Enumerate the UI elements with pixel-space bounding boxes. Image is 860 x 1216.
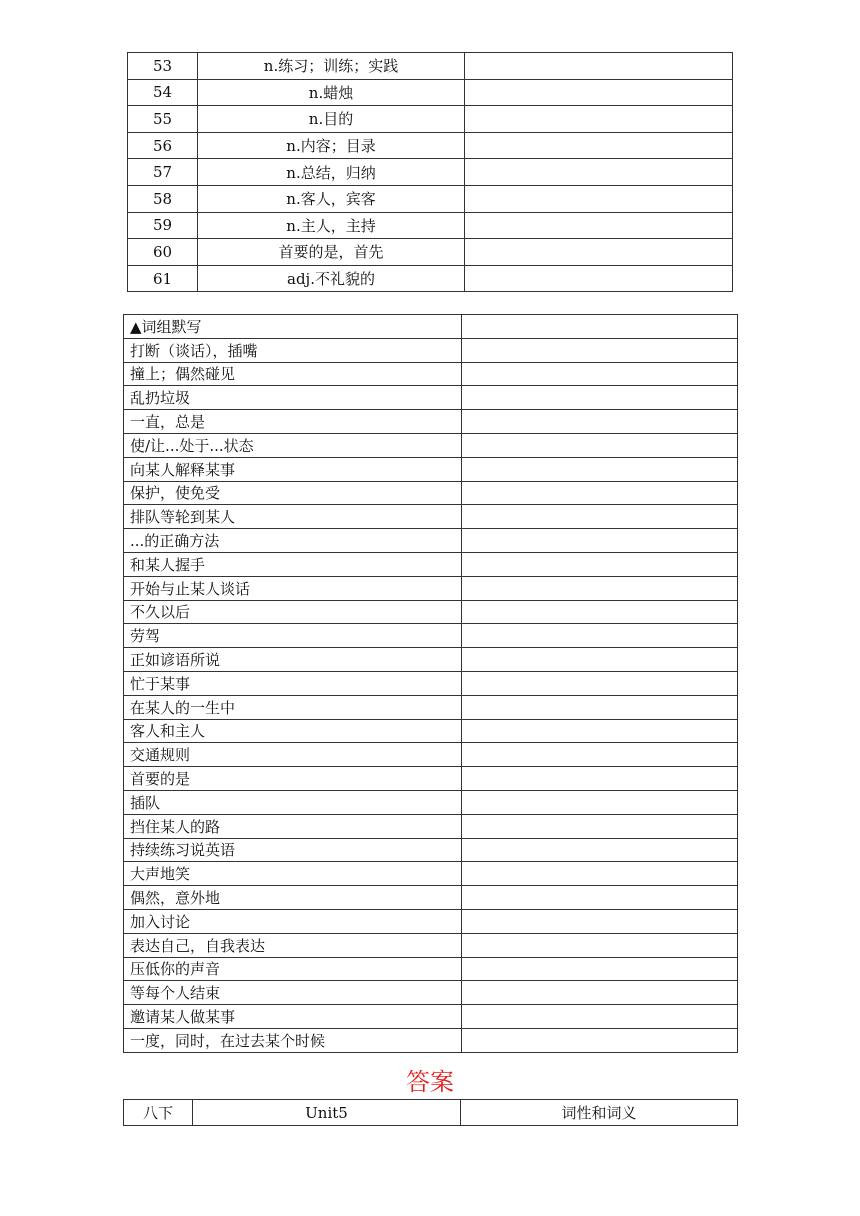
vocab-number-cell: 61	[128, 265, 198, 292]
phrase-answer-cell[interactable]	[462, 981, 738, 1005]
phrase-answer-cell[interactable]	[462, 790, 738, 814]
vocab-answer-cell[interactable]	[465, 132, 733, 159]
vocab-number-cell: 54	[128, 79, 198, 106]
phrase-row	[124, 814, 738, 838]
vocab-meaning-cell: n.内容；目录	[198, 132, 465, 159]
phrase-answer-cell[interactable]	[462, 933, 738, 957]
phrase-prompt-cell: 加入讨论	[124, 909, 462, 933]
vocab-answer-cell[interactable]	[465, 239, 733, 266]
vocab-meaning-cell: 首要的是，首先	[198, 239, 465, 266]
vocab-number-cell: 55	[128, 106, 198, 133]
phrase-answer-cell[interactable]	[462, 481, 738, 505]
vocab-row	[128, 106, 733, 133]
phrase-prompt-cell: 表达自己，自我表达	[124, 933, 462, 957]
phrase-answer-cell[interactable]	[462, 433, 738, 457]
phrase-prompt-cell: ...的正确方法	[124, 529, 462, 553]
answer-header-table	[123, 1099, 738, 1126]
phrase-row	[124, 505, 738, 529]
phrase-row	[124, 933, 738, 957]
phrase-row	[124, 600, 738, 624]
vocab-row	[128, 185, 733, 212]
phrase-prompt-cell: 大声地笑	[124, 862, 462, 886]
phrase-section-header: ▲词组默写	[124, 315, 462, 339]
phrase-prompt-cell: 客人和主人	[124, 719, 462, 743]
vocab-number-cell: 57	[128, 159, 198, 186]
vocab-answer-cell[interactable]	[465, 185, 733, 212]
phrase-prompt-cell: 劳驾	[124, 624, 462, 648]
phrase-answer-cell[interactable]	[462, 338, 738, 362]
phrase-prompt-cell: 交通规则	[124, 743, 462, 767]
phrase-answer-cell[interactable]	[462, 315, 738, 339]
phrase-answer-cell[interactable]	[462, 410, 738, 434]
phrase-prompt-cell: 一度，同时，在过去某个时候	[124, 1028, 462, 1052]
vocab-meaning-cell: adj.不礼貌的	[198, 265, 465, 292]
vocab-answer-cell[interactable]	[465, 265, 733, 292]
vocab-answer-cell[interactable]	[465, 79, 733, 106]
phrase-prompt-cell: 首要的是	[124, 767, 462, 791]
phrase-prompt-cell: 排队等轮到某人	[124, 505, 462, 529]
grade-cell: 八下	[124, 1100, 193, 1126]
vocab-row	[128, 159, 733, 186]
phrase-answer-cell[interactable]	[462, 505, 738, 529]
phrase-row	[124, 862, 738, 886]
phrase-prompt-cell: 乱扔垃圾	[124, 386, 462, 410]
phrase-row	[124, 529, 738, 553]
vocab-meaning-cell: n.客人，宾客	[198, 185, 465, 212]
phrase-row	[124, 1005, 738, 1029]
phrase-row	[124, 981, 738, 1005]
vocab-meaning-cell: n.练习；训练；实践	[198, 53, 465, 80]
vocab-row	[128, 265, 733, 292]
vocab-meaning-cell: n.总结，归纳	[198, 159, 465, 186]
vocab-answer-cell[interactable]	[465, 212, 733, 239]
phrase-answer-cell[interactable]	[462, 529, 738, 553]
phrase-row	[124, 719, 738, 743]
phrase-header-row	[124, 315, 738, 339]
phrase-row	[124, 838, 738, 862]
vocab-answer-cell[interactable]	[465, 53, 733, 80]
vocab-number-cell: 60	[128, 239, 198, 266]
phrase-row	[124, 909, 738, 933]
vocab-meaning-cell: n.目的	[198, 106, 465, 133]
phrase-prompt-cell: 等每个人结束	[124, 981, 462, 1005]
phrase-row	[124, 362, 738, 386]
phrase-prompt-cell: 邀请某人做某事	[124, 1005, 462, 1029]
vocab-answer-cell[interactable]	[465, 106, 733, 133]
phrase-row	[124, 671, 738, 695]
phrase-row	[124, 338, 738, 362]
answer-heading: 答案	[406, 1068, 454, 1096]
phrase-answer-cell[interactable]	[462, 909, 738, 933]
phrase-row	[124, 648, 738, 672]
phrase-answer-cell[interactable]	[462, 1028, 738, 1052]
topic-cell: 词性和词义	[461, 1100, 738, 1126]
phrase-row	[124, 624, 738, 648]
phrase-answer-cell[interactable]	[462, 648, 738, 672]
unit-cell: Unit5	[193, 1100, 461, 1126]
phrase-answer-cell[interactable]	[462, 671, 738, 695]
phrase-answer-cell[interactable]	[462, 862, 738, 886]
phrase-answer-cell[interactable]	[462, 957, 738, 981]
phrase-prompt-cell: 保护，使免受	[124, 481, 462, 505]
phrase-prompt-cell: 开始与止某人谈话	[124, 576, 462, 600]
phrase-row	[124, 790, 738, 814]
phrase-answer-cell[interactable]	[462, 386, 738, 410]
phrase-prompt-cell: 忙于某事	[124, 671, 462, 695]
vocab-row	[128, 79, 733, 106]
phrase-table-body	[124, 315, 738, 1053]
vocab-row	[128, 212, 733, 239]
vocab-number-cell: 56	[128, 132, 198, 159]
vocab-row	[128, 239, 733, 266]
phrase-prompt-cell: 插队	[124, 790, 462, 814]
phrase-answer-cell[interactable]	[462, 695, 738, 719]
phrase-row	[124, 576, 738, 600]
phrase-answer-cell[interactable]	[462, 576, 738, 600]
vocab-meaning-cell: n.主人，主持	[198, 212, 465, 239]
phrase-prompt-cell: 一直，总是	[124, 410, 462, 434]
vocab-number-cell: 53	[128, 53, 198, 80]
phrase-row	[124, 410, 738, 434]
phrase-prompt-cell: 正如谚语所说	[124, 648, 462, 672]
phrase-row	[124, 386, 738, 410]
phrase-prompt-cell: 向某人解释某事	[124, 457, 462, 481]
phrase-answer-cell[interactable]	[462, 600, 738, 624]
phrase-row	[124, 743, 738, 767]
phrase-answer-cell[interactable]	[462, 814, 738, 838]
phrase-answer-cell[interactable]	[462, 552, 738, 576]
vocab-number-cell: 58	[128, 185, 198, 212]
phrase-row	[124, 886, 738, 910]
phrase-answer-cell[interactable]	[462, 1005, 738, 1029]
vocab-meaning-cell: n.蜡烛	[198, 79, 465, 106]
vocab-answer-cell[interactable]	[465, 159, 733, 186]
phrase-answer-cell[interactable]	[462, 767, 738, 791]
phrase-prompt-cell: 撞上；偶然碰见	[124, 362, 462, 386]
phrase-answer-cell[interactable]	[462, 457, 738, 481]
phrase-row	[124, 433, 738, 457]
phrase-row	[124, 1028, 738, 1052]
phrase-prompt-cell: 不久以后	[124, 600, 462, 624]
phrase-prompt-cell: 在某人的一生中	[124, 695, 462, 719]
phrase-answer-cell[interactable]	[462, 362, 738, 386]
phrase-prompt-cell: 持续练习说英语	[124, 838, 462, 862]
phrase-answer-cell[interactable]	[462, 719, 738, 743]
phrase-prompt-cell: 和某人握手	[124, 552, 462, 576]
phrase-prompt-cell: 使/让...处于...状态	[124, 433, 462, 457]
phrase-row	[124, 457, 738, 481]
vocab-row	[128, 53, 733, 80]
phrase-answer-cell[interactable]	[462, 838, 738, 862]
phrase-answer-cell[interactable]	[462, 624, 738, 648]
phrase-row	[124, 552, 738, 576]
vocab-row	[128, 132, 733, 159]
phrase-prompt-cell: 打断（谈话），插嘴	[124, 338, 462, 362]
vocab-table	[127, 52, 733, 292]
phrase-answer-cell[interactable]	[462, 743, 738, 767]
phrase-row	[124, 481, 738, 505]
phrase-row	[124, 767, 738, 791]
phrase-prompt-cell: 偶然，意外地	[124, 886, 462, 910]
vocab-table-body	[128, 53, 733, 292]
phrase-row	[124, 695, 738, 719]
phrase-row	[124, 957, 738, 981]
phrase-prompt-cell: 压低你的声音	[124, 957, 462, 981]
answer-header-row	[124, 1100, 738, 1126]
phrase-answer-cell[interactable]	[462, 886, 738, 910]
phrase-prompt-cell: 挡住某人的路	[124, 814, 462, 838]
phrase-table	[123, 314, 738, 1053]
vocab-number-cell: 59	[128, 212, 198, 239]
